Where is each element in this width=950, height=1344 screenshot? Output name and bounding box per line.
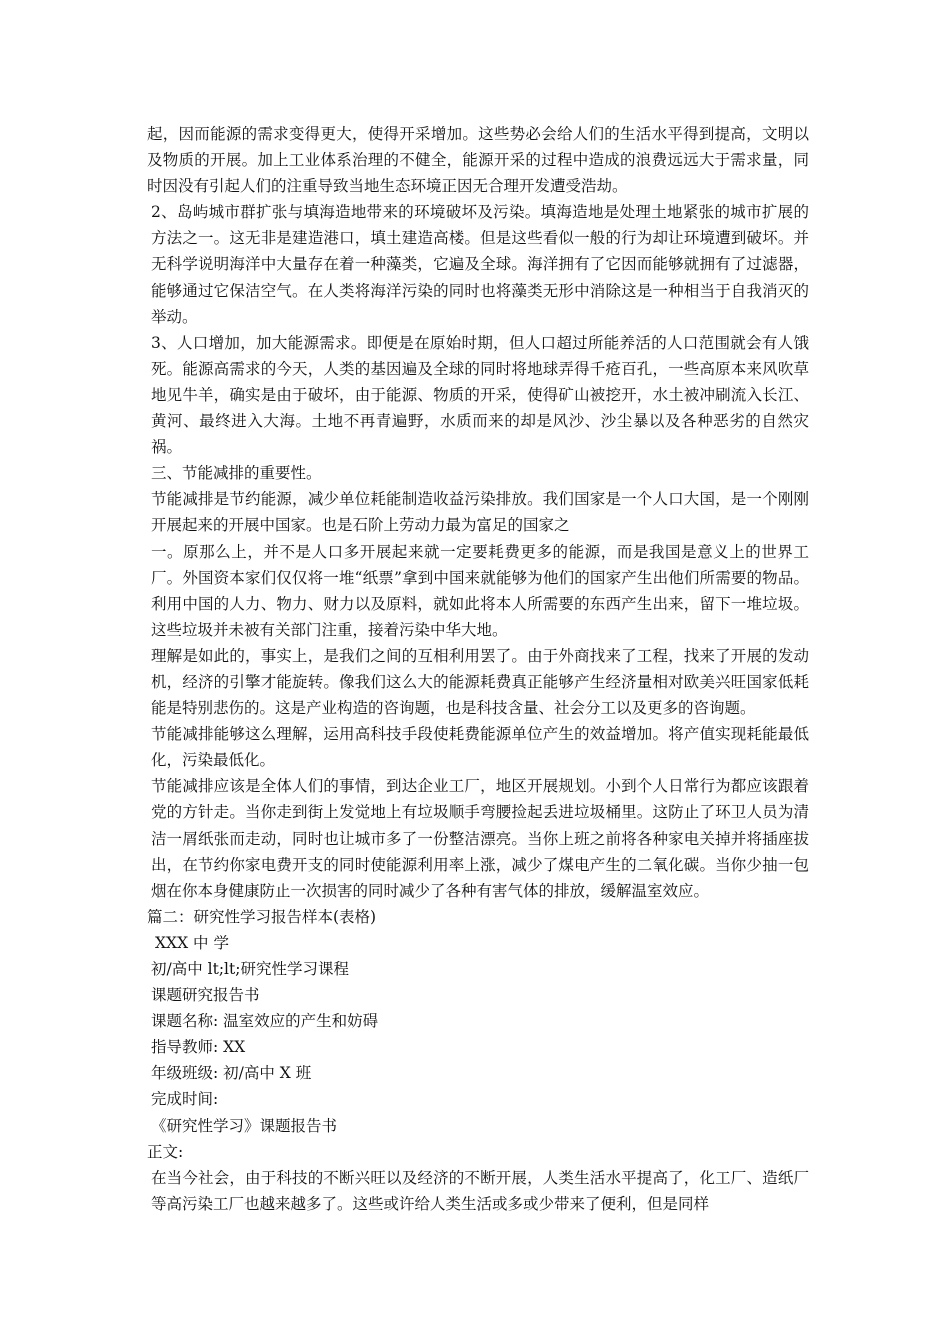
paragraph-energy-demand: 起，因而能源的需求变得更大，使得开采增加。这些势必会给人们的生活水平得到提高，文明以及物质的开展。加上工业体系治理的不健全，能源开采的过程中造成的浪费远远大于需求量，同时因没有引起人们的注重导致当地生态环境正因无合理开发遭受浩劫。 xyxy=(147,125,809,196)
paragraph-world-factory: 一。原那么上，并不是人口多开展起来就一定要耗费更多的能源，而是我国是意义上的世界工厂。外国资本家们仅仅将一堆“纸票”拿到中国来就能够为他们的国家产生出他们所需要的物品。利用中国的人力、物力、财力以及原料，就如此将本人所需要的东西产生出来，留下一堆垃圾。这些垃圾并未被有关部门注重，接着污染中华大地。 xyxy=(151,542,809,639)
paragraph-mutual-use: 理解是如此的，事实上，是我们之间的互相利用罢了。由于外商找来了工程，找来了开展的发动机，经济的引擎才能旋转。像我们这么大的能源耗费真正能够产生经济量相对欧美兴旺国家低耗能是特别悲伤的。这是产业构造的咨询题，也是科技含量、社会分工以及更多的咨询题。 xyxy=(151,646,809,718)
section-heading-3: 三、节能减排的重要性。 xyxy=(151,464,322,483)
paragraph-importance: 节能减排是节约能源，减少单位耗能制造收益污染排放。我们国家是一个人口大国，是一个刚刚开展起来的开展中国家。也是石阶上劳动力最为富足的国家之 xyxy=(151,490,809,535)
topic-name: 课题名称: 温室效应的产生和妨碍 xyxy=(151,1012,379,1031)
body-label: 正文: xyxy=(147,1142,184,1161)
document-body xyxy=(147,121,809,1217)
paragraph-point-3: 3、人口增加，加大能源需求。即便是在原始时期，但人口超过所能养活的人口范围就会有人饿死。能源高需求的今天，人类的基因遍及全球的同时将地球弄得千疮百孔，一些高原本来风吹草地见牛羊，确实是由于破坏，由于能源、物质的开采，使得矿山被挖开，水土被冲刷流入长江、黄河、最终进入大海。土地不再青遍野，水质而来的却是风沙、沙尘暴以及各种恶劣的自然灾祸。 xyxy=(151,333,809,457)
report-book-title: 《研究性学习》课题报告书 xyxy=(151,1116,338,1135)
paragraph-understanding: 节能减排能够这么理解，运用高科技手段使耗费能源单位产生的效益增加。将产值实现耗能最低化，污染最低化。 xyxy=(151,725,809,770)
report-title: 课题研究报告书 xyxy=(151,986,260,1005)
instructor: 指导教师: XX xyxy=(151,1038,246,1057)
completion-time: 完成时间: xyxy=(151,1090,219,1109)
paragraph-intro: 在当今社会，由于科技的不断兴旺以及经济的不断开展，人类生活水平提高了，化工厂、造纸厂等高污染工厂也越来越多了。这些或许给人类生活或多或少带来了便利，但是同样 xyxy=(151,1168,809,1213)
paragraph-everyone: 节能减排应该是全体人们的事情，到达企业工厂，地区开展规划。小到个人日常行为都应该跟着党的方针走。当你走到街上发觉地上有垃圾顺手弯腰捡起丢进垃圾桶里。这防止了环卫人员为清洁一屑纸张而走动，同时也让城市多了一份整洁漂亮。当你上班之前将各种家电关掉并将插座拔出，在节约你家电费开支的同时使能源利用率上涨，减少了煤电产生的二氧化碳。当你少抽一包烟在你本身健康防止一次损害的同时减少了各种有害气体的排放，缓解温室效应。 xyxy=(151,777,809,900)
course-name: 初/高中 lt;lt;研究性学习课程 xyxy=(151,960,349,978)
part-two-heading: 篇二：研究性学习报告样本(表格) xyxy=(147,907,377,926)
grade-class: 年级班级: 初/高中 X 班 xyxy=(151,1064,312,1083)
school-name: XXX 中 学 xyxy=(155,933,229,952)
paragraph-point-2: 2、岛屿城市群扩张与填海造地带来的环境破坏及污染。填海造地是处理土地紧张的城市扩展的方法之一。这无非是建造港口，填土建造高楼。但是这些看似一般的行为却让环境遭到破坏。并无科学说明海洋中大量存在着一种藻类，它遍及全球。海洋拥有了它因而能够就拥有了过滤器，能够通过它保洁空气。在人类将海洋污染的同时也将藻类无形中消除这是一种相当于自我消灭的举动。 xyxy=(151,203,809,326)
